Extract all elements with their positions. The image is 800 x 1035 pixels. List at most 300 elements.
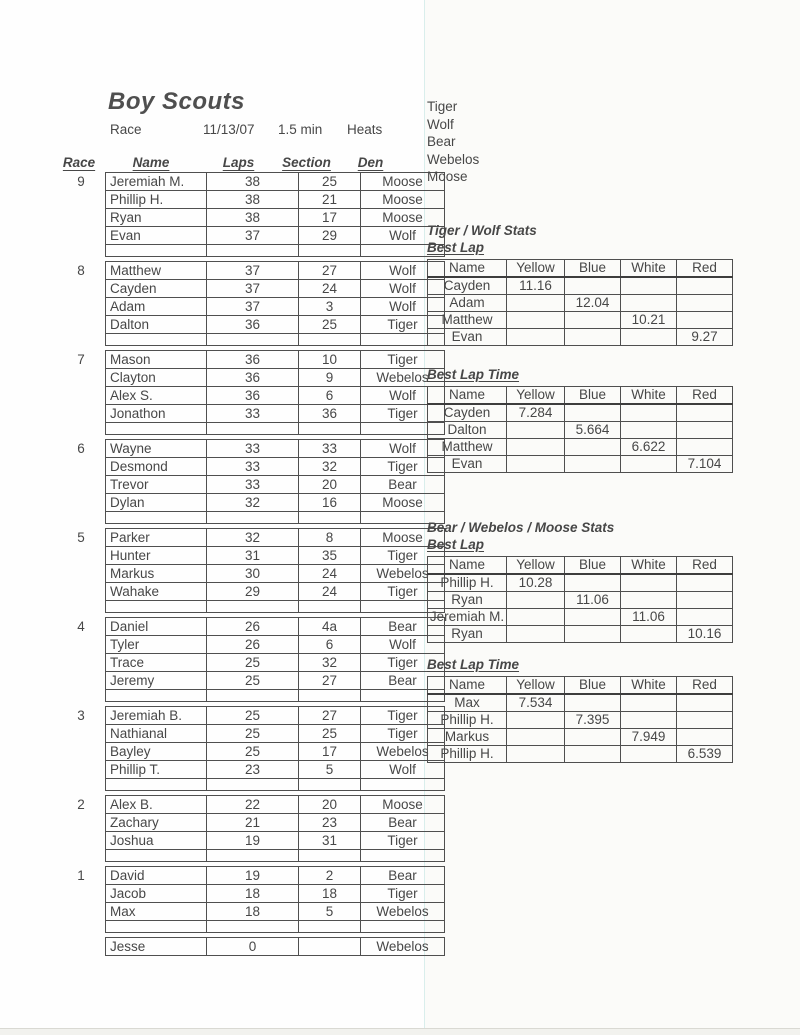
- lap-value: [565, 439, 621, 456]
- laps-value: 38: [207, 191, 299, 209]
- den-value: Webelos: [361, 938, 445, 956]
- empty-cell: [207, 690, 299, 702]
- name-column-header: Name: [132, 155, 170, 170]
- race-label: Race: [110, 122, 142, 137]
- racer-name: Evan: [428, 329, 507, 346]
- race-number: 1: [77, 868, 85, 883]
- racer-name: Matthew: [428, 439, 507, 456]
- column-header: Red: [677, 260, 733, 278]
- column-header: Name: [428, 677, 507, 695]
- lap-value: [565, 746, 621, 763]
- section-value: 2: [299, 867, 361, 885]
- section-value: 31: [299, 832, 361, 850]
- stats-table-title: Best Lap Time: [427, 367, 520, 382]
- laps-value: 38: [207, 173, 299, 191]
- table-row: [106, 583, 445, 601]
- empty-cell: [106, 921, 207, 933]
- table-row: [106, 405, 445, 423]
- empty-cell: [361, 921, 445, 933]
- stats-row: [428, 404, 733, 422]
- race-group-table: [105, 795, 445, 862]
- spacer-row: [106, 334, 445, 346]
- lap-value: [621, 592, 677, 609]
- lap-value: [677, 422, 733, 439]
- den-value: Wolf: [361, 387, 445, 405]
- lap-value: [677, 694, 733, 712]
- section-value: 24: [299, 565, 361, 583]
- section-column-header: Section: [282, 155, 331, 170]
- laps-value: 25: [207, 743, 299, 761]
- den-value: Moose: [361, 529, 445, 547]
- racer-name: Ryan: [428, 592, 507, 609]
- laps-value: 18: [207, 903, 299, 921]
- laps-value: 33: [207, 405, 299, 423]
- lap-value: [507, 312, 565, 329]
- section-value: 25: [299, 725, 361, 743]
- lap-value: [677, 404, 733, 422]
- spacer-row: [106, 921, 445, 933]
- laps-value: 32: [207, 494, 299, 512]
- table-row: [106, 227, 445, 245]
- stats-row: [428, 277, 733, 295]
- lap-value: [677, 729, 733, 746]
- racer-name: Alex B.: [106, 796, 207, 814]
- column-header: White: [621, 260, 677, 278]
- racer-name: Tyler: [106, 636, 207, 654]
- den-value: Moose: [361, 173, 445, 191]
- racer-name: Bayley: [106, 743, 207, 761]
- racer-name: Phillip H.: [428, 746, 507, 763]
- lap-interval: 1.5 min: [278, 122, 323, 137]
- laps-value: 36: [207, 387, 299, 405]
- racer-name: Max: [106, 903, 207, 921]
- empty-cell: [106, 334, 207, 346]
- racer-name: Jeremiah B.: [106, 707, 207, 725]
- section-value: [299, 938, 361, 956]
- laps-value: 21: [207, 814, 299, 832]
- den-value: Moose: [361, 209, 445, 227]
- table-row: [106, 725, 445, 743]
- empty-cell: [106, 779, 207, 791]
- den-list-item: Webelos: [427, 151, 480, 167]
- lap-value: [677, 592, 733, 609]
- lap-value: [507, 746, 565, 763]
- racer-name: Mason: [106, 351, 207, 369]
- race-date: 11/13/07: [203, 122, 255, 137]
- racer-name: Phillip T.: [106, 761, 207, 779]
- den-list-item: Bear: [427, 134, 456, 149]
- race-group: [77, 439, 423, 524]
- column-header: Yellow: [507, 677, 565, 695]
- lap-value: [677, 277, 733, 295]
- laps-value: 26: [207, 636, 299, 654]
- racer-name: Trevor: [106, 476, 207, 494]
- den-value: Webelos: [361, 903, 445, 921]
- den-value: Bear: [361, 814, 445, 832]
- lap-value: [507, 439, 565, 456]
- racer-name: Adam: [428, 295, 507, 312]
- column-header: White: [621, 677, 677, 695]
- den-value: Tiger: [361, 725, 445, 743]
- table-row: [106, 903, 445, 921]
- lap-value: [621, 422, 677, 439]
- den-value: Webelos: [361, 743, 445, 761]
- empty-cell: [299, 921, 361, 933]
- racer-name: Jeremy: [106, 672, 207, 690]
- lap-value: [507, 712, 565, 729]
- race-number: 8: [77, 263, 85, 278]
- race-number: 5: [77, 530, 85, 545]
- empty-cell: [299, 245, 361, 257]
- lap-value: [621, 404, 677, 422]
- race-number: 7: [77, 352, 85, 367]
- lap-value: [565, 329, 621, 346]
- racer-name: Ryan: [428, 626, 507, 643]
- stats-section-title: Tiger / Wolf Stats: [427, 223, 537, 238]
- section-value: 21: [299, 191, 361, 209]
- lap-value: [507, 592, 565, 609]
- table-row: [106, 832, 445, 850]
- section-value: 8: [299, 529, 361, 547]
- lap-value: [507, 609, 565, 626]
- empty-cell: [299, 850, 361, 862]
- section-value: 17: [299, 743, 361, 761]
- empty-cell: [299, 779, 361, 791]
- den-value: Tiger: [361, 351, 445, 369]
- stats-table-title: Best Lap Time: [427, 657, 520, 672]
- column-header: Name: [428, 557, 507, 575]
- column-header: Red: [677, 677, 733, 695]
- racer-name: Desmond: [106, 458, 207, 476]
- den-value: Wolf: [361, 298, 445, 316]
- den-value: Bear: [361, 672, 445, 690]
- section-value: 9: [299, 369, 361, 387]
- den-value: Bear: [361, 867, 445, 885]
- empty-cell: [299, 512, 361, 524]
- lap-value: [565, 694, 621, 712]
- lap-value: [507, 626, 565, 643]
- lap-value: 7.949: [621, 729, 677, 746]
- racer-name: Hunter: [106, 547, 207, 565]
- race-group-table: [105, 439, 445, 524]
- race-group-table: [105, 937, 445, 956]
- lap-value: [507, 456, 565, 473]
- table-row: [106, 529, 445, 547]
- lap-value: 10.28: [507, 574, 565, 592]
- page-title: Boy Scouts: [108, 88, 246, 115]
- race-column-header: Race: [62, 155, 96, 170]
- lap-value: 11.06: [565, 592, 621, 609]
- laps-value: 25: [207, 725, 299, 743]
- stats-header-row: [428, 677, 733, 695]
- stats-row: [428, 312, 733, 329]
- lap-value: 11.06: [621, 609, 677, 626]
- section-value: 29: [299, 227, 361, 245]
- stats-table: [427, 259, 733, 346]
- empty-cell: [106, 512, 207, 524]
- empty-cell: [299, 334, 361, 346]
- stats-table: [427, 386, 733, 473]
- spacer-row: [106, 245, 445, 257]
- lap-value: 7.395: [565, 712, 621, 729]
- table-row: [106, 191, 445, 209]
- section-value: 23: [299, 814, 361, 832]
- stats-header-row: [428, 557, 733, 575]
- racer-name: Alex S.: [106, 387, 207, 405]
- lap-value: [565, 729, 621, 746]
- spacer-row: [106, 850, 445, 862]
- section-value: 16: [299, 494, 361, 512]
- table-row: [106, 565, 445, 583]
- laps-value: 37: [207, 262, 299, 280]
- lap-value: 5.664: [565, 422, 621, 439]
- section-value: 24: [299, 583, 361, 601]
- spacer-row: [106, 601, 445, 613]
- race-group: [77, 261, 418, 346]
- section-value: 17: [299, 209, 361, 227]
- stats-row: [428, 712, 733, 729]
- racer-name: Max: [428, 694, 507, 712]
- table-row: [106, 743, 445, 761]
- den-value: Tiger: [361, 885, 445, 903]
- column-header: Blue: [565, 557, 621, 575]
- empty-cell: [106, 601, 207, 613]
- den-value: Moose: [361, 796, 445, 814]
- den-value: Wolf: [361, 227, 445, 245]
- lap-value: [565, 312, 621, 329]
- stats-row: [428, 422, 733, 439]
- empty-cell: [106, 690, 207, 702]
- race-group-table: [105, 261, 445, 346]
- section-value: 33: [299, 440, 361, 458]
- section-value: 35: [299, 547, 361, 565]
- lap-value: [507, 422, 565, 439]
- stats-header-row: [428, 387, 733, 405]
- racer-name: Markus: [106, 565, 207, 583]
- lap-value: [565, 574, 621, 592]
- laps-value: 26: [207, 618, 299, 636]
- race-group-table: [105, 866, 445, 933]
- table-row: [106, 173, 445, 191]
- racer-name: Cayden: [428, 404, 507, 422]
- section-value: 5: [299, 903, 361, 921]
- den-value: Wolf: [361, 636, 445, 654]
- den-column-header: Den: [357, 155, 384, 170]
- bottom-edge-line: [0, 1028, 800, 1035]
- lap-value: [677, 439, 733, 456]
- den-value: Tiger: [361, 707, 445, 725]
- empty-cell: [361, 850, 445, 862]
- table-row: [106, 316, 445, 334]
- laps-value: 30: [207, 565, 299, 583]
- lap-value: [507, 329, 565, 346]
- column-header: Red: [677, 557, 733, 575]
- den-value: Webelos: [361, 565, 445, 583]
- race-group-table: [105, 706, 445, 791]
- racer-name: Cayden: [428, 277, 507, 295]
- race-group-table: [105, 172, 445, 257]
- lap-value: [507, 295, 565, 312]
- laps-value: 19: [207, 867, 299, 885]
- table-row: [106, 209, 445, 227]
- lap-value: [677, 574, 733, 592]
- section-value: 27: [299, 707, 361, 725]
- lap-value: [621, 746, 677, 763]
- empty-cell: [207, 245, 299, 257]
- laps-column-header: Laps: [222, 155, 255, 170]
- table-row: [106, 262, 445, 280]
- den-value: Moose: [361, 494, 445, 512]
- stats-section-title: Bear / Webelos / Moose Stats: [427, 520, 615, 535]
- empty-cell: [106, 245, 207, 257]
- lap-value: [565, 404, 621, 422]
- column-header: Yellow: [507, 260, 565, 278]
- lap-value: 9.27: [677, 329, 733, 346]
- stats-row: [428, 626, 733, 643]
- lap-value: [677, 312, 733, 329]
- racer-name: Phillip H.: [428, 574, 507, 592]
- laps-value: 33: [207, 440, 299, 458]
- table-row: [106, 494, 445, 512]
- stats-panel: [427, 222, 727, 763]
- empty-cell: [207, 921, 299, 933]
- den-list: [427, 98, 479, 186]
- spacer-row: [106, 779, 445, 791]
- lap-value: [621, 712, 677, 729]
- table-row: [106, 761, 445, 779]
- racer-name: Nathianal: [106, 725, 207, 743]
- race-group: [77, 617, 418, 702]
- lap-value: [677, 712, 733, 729]
- laps-value: 29: [207, 583, 299, 601]
- race-number: 4: [77, 619, 85, 634]
- racer-name: Ryan: [106, 209, 207, 227]
- stats-table-title: Best Lap: [427, 537, 485, 552]
- lap-value: 10.16: [677, 626, 733, 643]
- racer-name: Dylan: [106, 494, 207, 512]
- column-header: Yellow: [507, 557, 565, 575]
- race-group-table: [105, 350, 445, 435]
- race-group: [77, 866, 429, 933]
- table-row: [106, 369, 445, 387]
- section-value: 25: [299, 173, 361, 191]
- laps-value: 31: [207, 547, 299, 565]
- column-header: Name: [428, 260, 507, 278]
- den-value: Wolf: [361, 761, 445, 779]
- laps-value: 38: [207, 209, 299, 227]
- table-row: [106, 351, 445, 369]
- empty-cell: [207, 512, 299, 524]
- table-row: [106, 654, 445, 672]
- lap-value: [621, 574, 677, 592]
- stats-row: [428, 609, 733, 626]
- laps-value: 32: [207, 529, 299, 547]
- laps-value: 18: [207, 885, 299, 903]
- racer-name: Joshua: [106, 832, 207, 850]
- racer-name: Wayne: [106, 440, 207, 458]
- table-row: [106, 938, 445, 956]
- stats-row: [428, 439, 733, 456]
- laps-value: 36: [207, 369, 299, 387]
- laps-value: 33: [207, 458, 299, 476]
- empty-cell: [207, 850, 299, 862]
- racer-name: Jacob: [106, 885, 207, 903]
- stats-row: [428, 574, 733, 592]
- laps-value: 36: [207, 351, 299, 369]
- stats-row: [428, 456, 733, 473]
- table-row: [106, 280, 445, 298]
- laps-value: 37: [207, 280, 299, 298]
- empty-cell: [207, 334, 299, 346]
- racer-name: Markus: [428, 729, 507, 746]
- lap-value: 7.284: [507, 404, 565, 422]
- column-header: Yellow: [507, 387, 565, 405]
- den-value: Wolf: [361, 440, 445, 458]
- empty-cell: [299, 690, 361, 702]
- table-row: [106, 458, 445, 476]
- race-group: [77, 350, 429, 435]
- lap-value: 11.16: [507, 277, 565, 295]
- empty-cell: [207, 423, 299, 435]
- stats-row: [428, 592, 733, 609]
- racer-name: Jonathon: [106, 405, 207, 423]
- stats-row: [428, 295, 733, 312]
- mode-label: Heats: [347, 122, 383, 137]
- column-header: White: [621, 387, 677, 405]
- section-value: 6: [299, 387, 361, 405]
- stats-table: [427, 556, 733, 643]
- table-row: [106, 814, 445, 832]
- section-value: 25: [299, 316, 361, 334]
- spacer-row: [106, 690, 445, 702]
- den-list-item: Tiger: [427, 99, 458, 114]
- racer-name: Cayden: [106, 280, 207, 298]
- lap-value: [565, 277, 621, 295]
- den-value: Bear: [361, 476, 445, 494]
- racer-name: Evan: [106, 227, 207, 245]
- section-value: 27: [299, 672, 361, 690]
- stats-header-row: [428, 260, 733, 278]
- den-value: Tiger: [361, 583, 445, 601]
- racer-name: Parker: [106, 529, 207, 547]
- racer-name: Jeremiah M.: [428, 609, 507, 626]
- section-value: 32: [299, 654, 361, 672]
- race-group: [77, 706, 429, 791]
- laps-value: 25: [207, 654, 299, 672]
- racer-name: Jesse: [106, 938, 207, 956]
- den-value: Tiger: [361, 458, 445, 476]
- stats-row: [428, 729, 733, 746]
- lap-value: [621, 277, 677, 295]
- laps-value: 19: [207, 832, 299, 850]
- racer-name: Phillip H.: [106, 191, 207, 209]
- racer-name: Dalton: [428, 422, 507, 439]
- table-row: [106, 796, 445, 814]
- race-number: 9: [77, 174, 85, 189]
- table-row: [106, 618, 445, 636]
- den-value: Tiger: [361, 316, 445, 334]
- empty-cell: [361, 779, 445, 791]
- column-header: White: [621, 557, 677, 575]
- lap-value: [565, 609, 621, 626]
- racer-name: Jeremiah M.: [106, 173, 207, 191]
- lap-value: [621, 694, 677, 712]
- table-row: [106, 867, 445, 885]
- racer-name: Wahake: [106, 583, 207, 601]
- stats-row: [428, 329, 733, 346]
- section-value: 32: [299, 458, 361, 476]
- lap-value: [677, 609, 733, 626]
